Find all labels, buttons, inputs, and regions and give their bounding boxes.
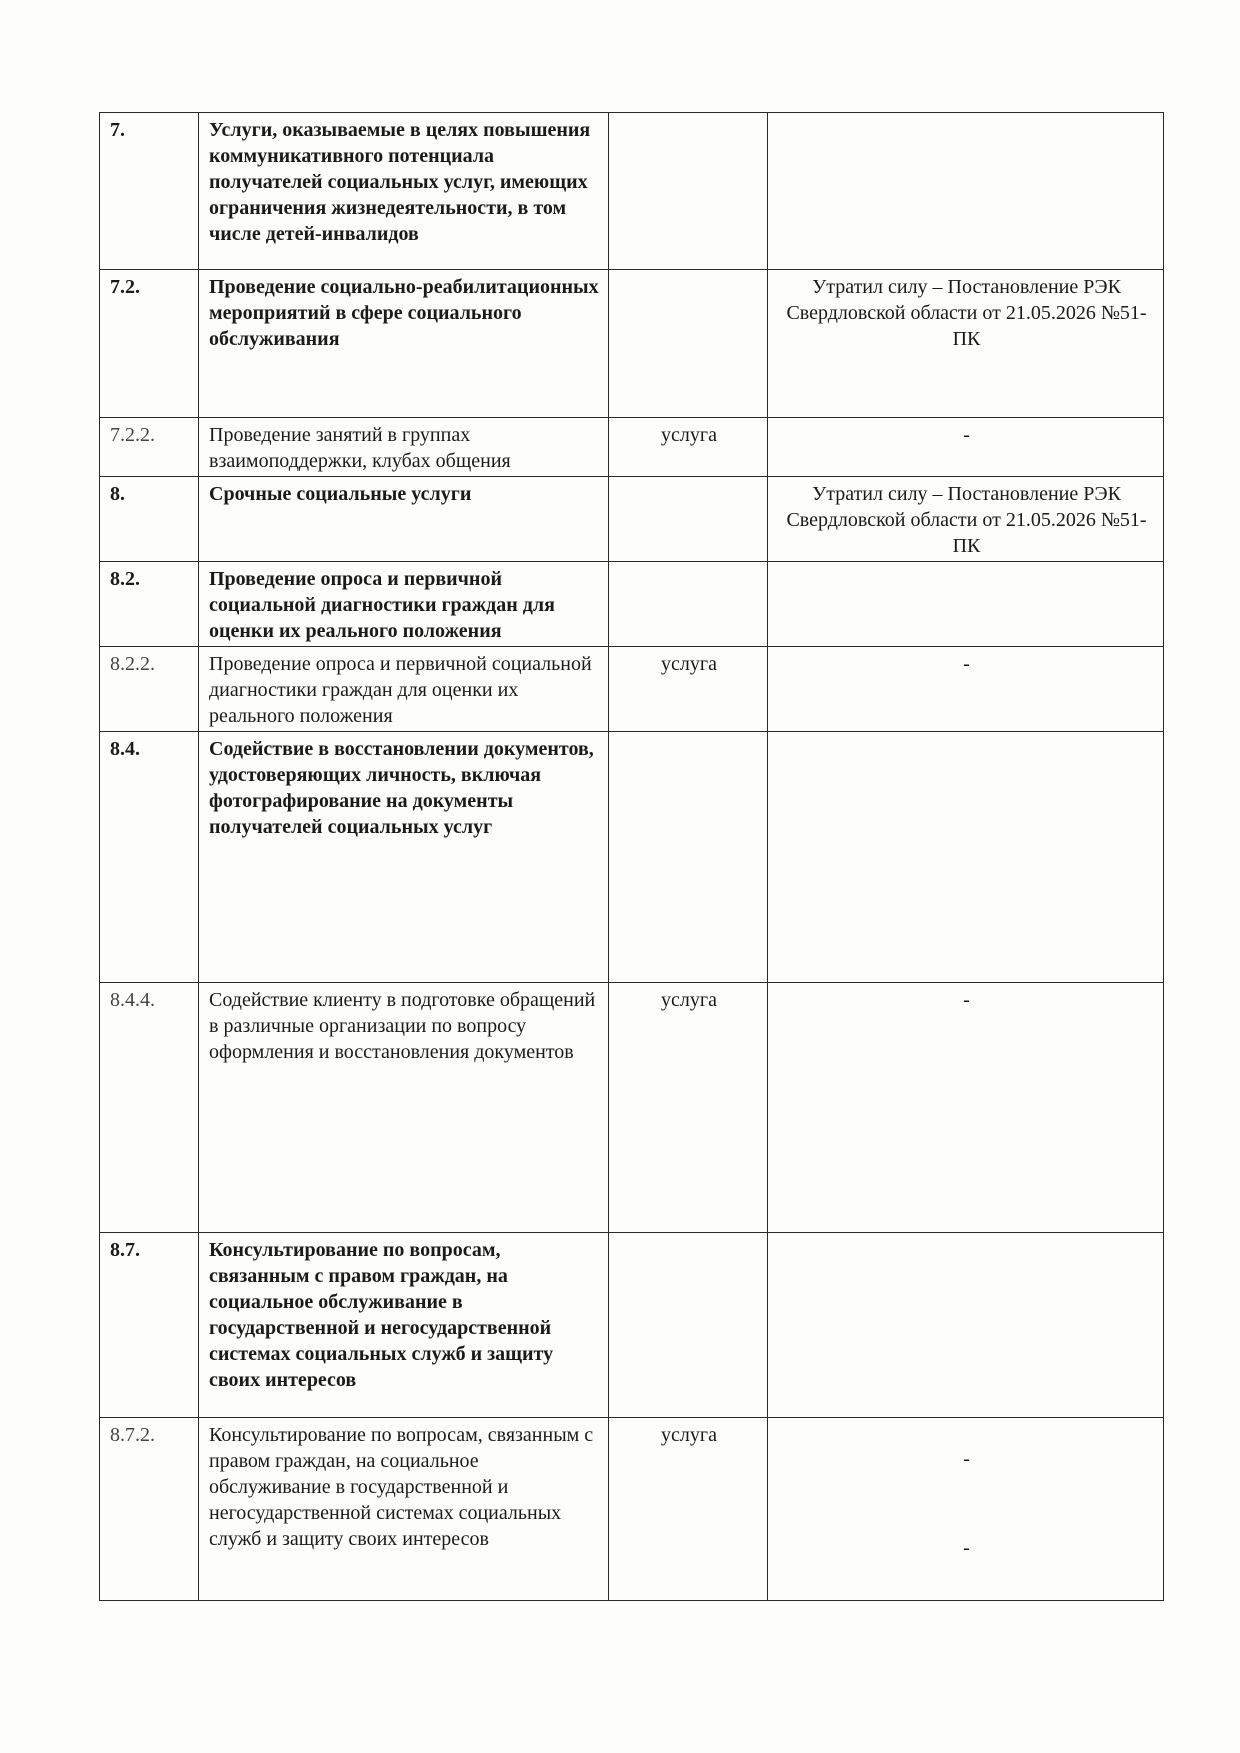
row-number: 8.7.2. [100, 1418, 199, 1601]
table-row [100, 477, 1164, 562]
table-row [100, 647, 1164, 732]
table-row [100, 983, 1164, 1233]
unit-cell [609, 113, 768, 270]
row-number: 8.2. [100, 562, 199, 647]
note-cell [768, 1418, 1164, 1601]
row-number: 8. [100, 477, 199, 562]
row-number: 7.2.2. [100, 418, 199, 477]
table-row [100, 732, 1164, 983]
row-number: 7.2. [100, 270, 199, 418]
service-name: Консультирование по вопросам, связанным с правом граждан, на социальное обслуживание в государственной и негосударственной системах социальных служб и защиту своих интересов [199, 1418, 609, 1601]
table-row [100, 418, 1164, 477]
note-cell [768, 732, 1164, 983]
service-name: Срочные социальные услуги [199, 477, 609, 562]
services-table [99, 112, 1164, 1601]
table-row [100, 113, 1164, 270]
table-row [100, 562, 1164, 647]
note-cell: - [768, 418, 1164, 477]
service-name: Консультирование по вопросам, связанным с правом граждан, на социальное обслуживание в государственной и негосударственной системах социальных служб и защиту своих интересов [199, 1233, 609, 1418]
row-number: 7. [100, 113, 199, 270]
note-cell [768, 113, 1164, 270]
unit-cell [609, 270, 768, 418]
service-name: Проведение опроса и первичной социальной диагностики граждан для оценки их реального положения [199, 562, 609, 647]
row-number: 8.2.2. [100, 647, 199, 732]
note-cell [768, 1233, 1164, 1418]
service-name: Содействие клиенту в подготовке обращений в различные организации по вопросу оформления и восстановления документов [199, 983, 609, 1233]
service-name: Проведение опроса и первичной социальной диагностики граждан для оценки их реального положения [199, 647, 609, 732]
row-number: 8.4. [100, 732, 199, 983]
unit-cell [609, 1233, 768, 1418]
row-number: 8.7. [100, 1233, 199, 1418]
note-dash-secondary: - [963, 1537, 970, 1559]
table-row [100, 1418, 1164, 1601]
row-number: 8.4.4. [100, 983, 199, 1233]
service-name: Содействие в восстановлении документов, удостоверяющих личность, включая фотографирование на документы получателей социальных услуг [199, 732, 609, 983]
note-cell: - [768, 983, 1164, 1233]
table-row [100, 270, 1164, 418]
service-name: Проведение занятий в группах взаимоподдержки, клубах общения [199, 418, 609, 477]
service-name: Услуги, оказываемые в целях повышения коммуникативного потенциала получателей социальных услуг, имеющих ограничения жизнедеятельности, в том числе детей-инвалидов [199, 113, 609, 270]
unit-cell: услуга [609, 418, 768, 477]
service-name: Проведение социально-реабилитационных мероприятий в сфере социального обслуживания [199, 270, 609, 418]
unit-cell [609, 732, 768, 983]
table-row [100, 1233, 1164, 1418]
note-cell: - [768, 647, 1164, 732]
note-cell: Утратил силу – Постановление РЭК Свердловской области от 21.05.2026 №51-ПК [768, 270, 1164, 418]
unit-cell: услуга [609, 983, 768, 1233]
unit-cell [609, 477, 768, 562]
note-cell [768, 562, 1164, 647]
note-dash: - [963, 1448, 970, 1470]
unit-cell: услуга [609, 1418, 768, 1601]
note-cell: Утратил силу – Постановление РЭК Свердловской области от 21.05.2026 №51-ПК [768, 477, 1164, 562]
unit-cell [609, 562, 768, 647]
unit-cell: услуга [609, 647, 768, 732]
